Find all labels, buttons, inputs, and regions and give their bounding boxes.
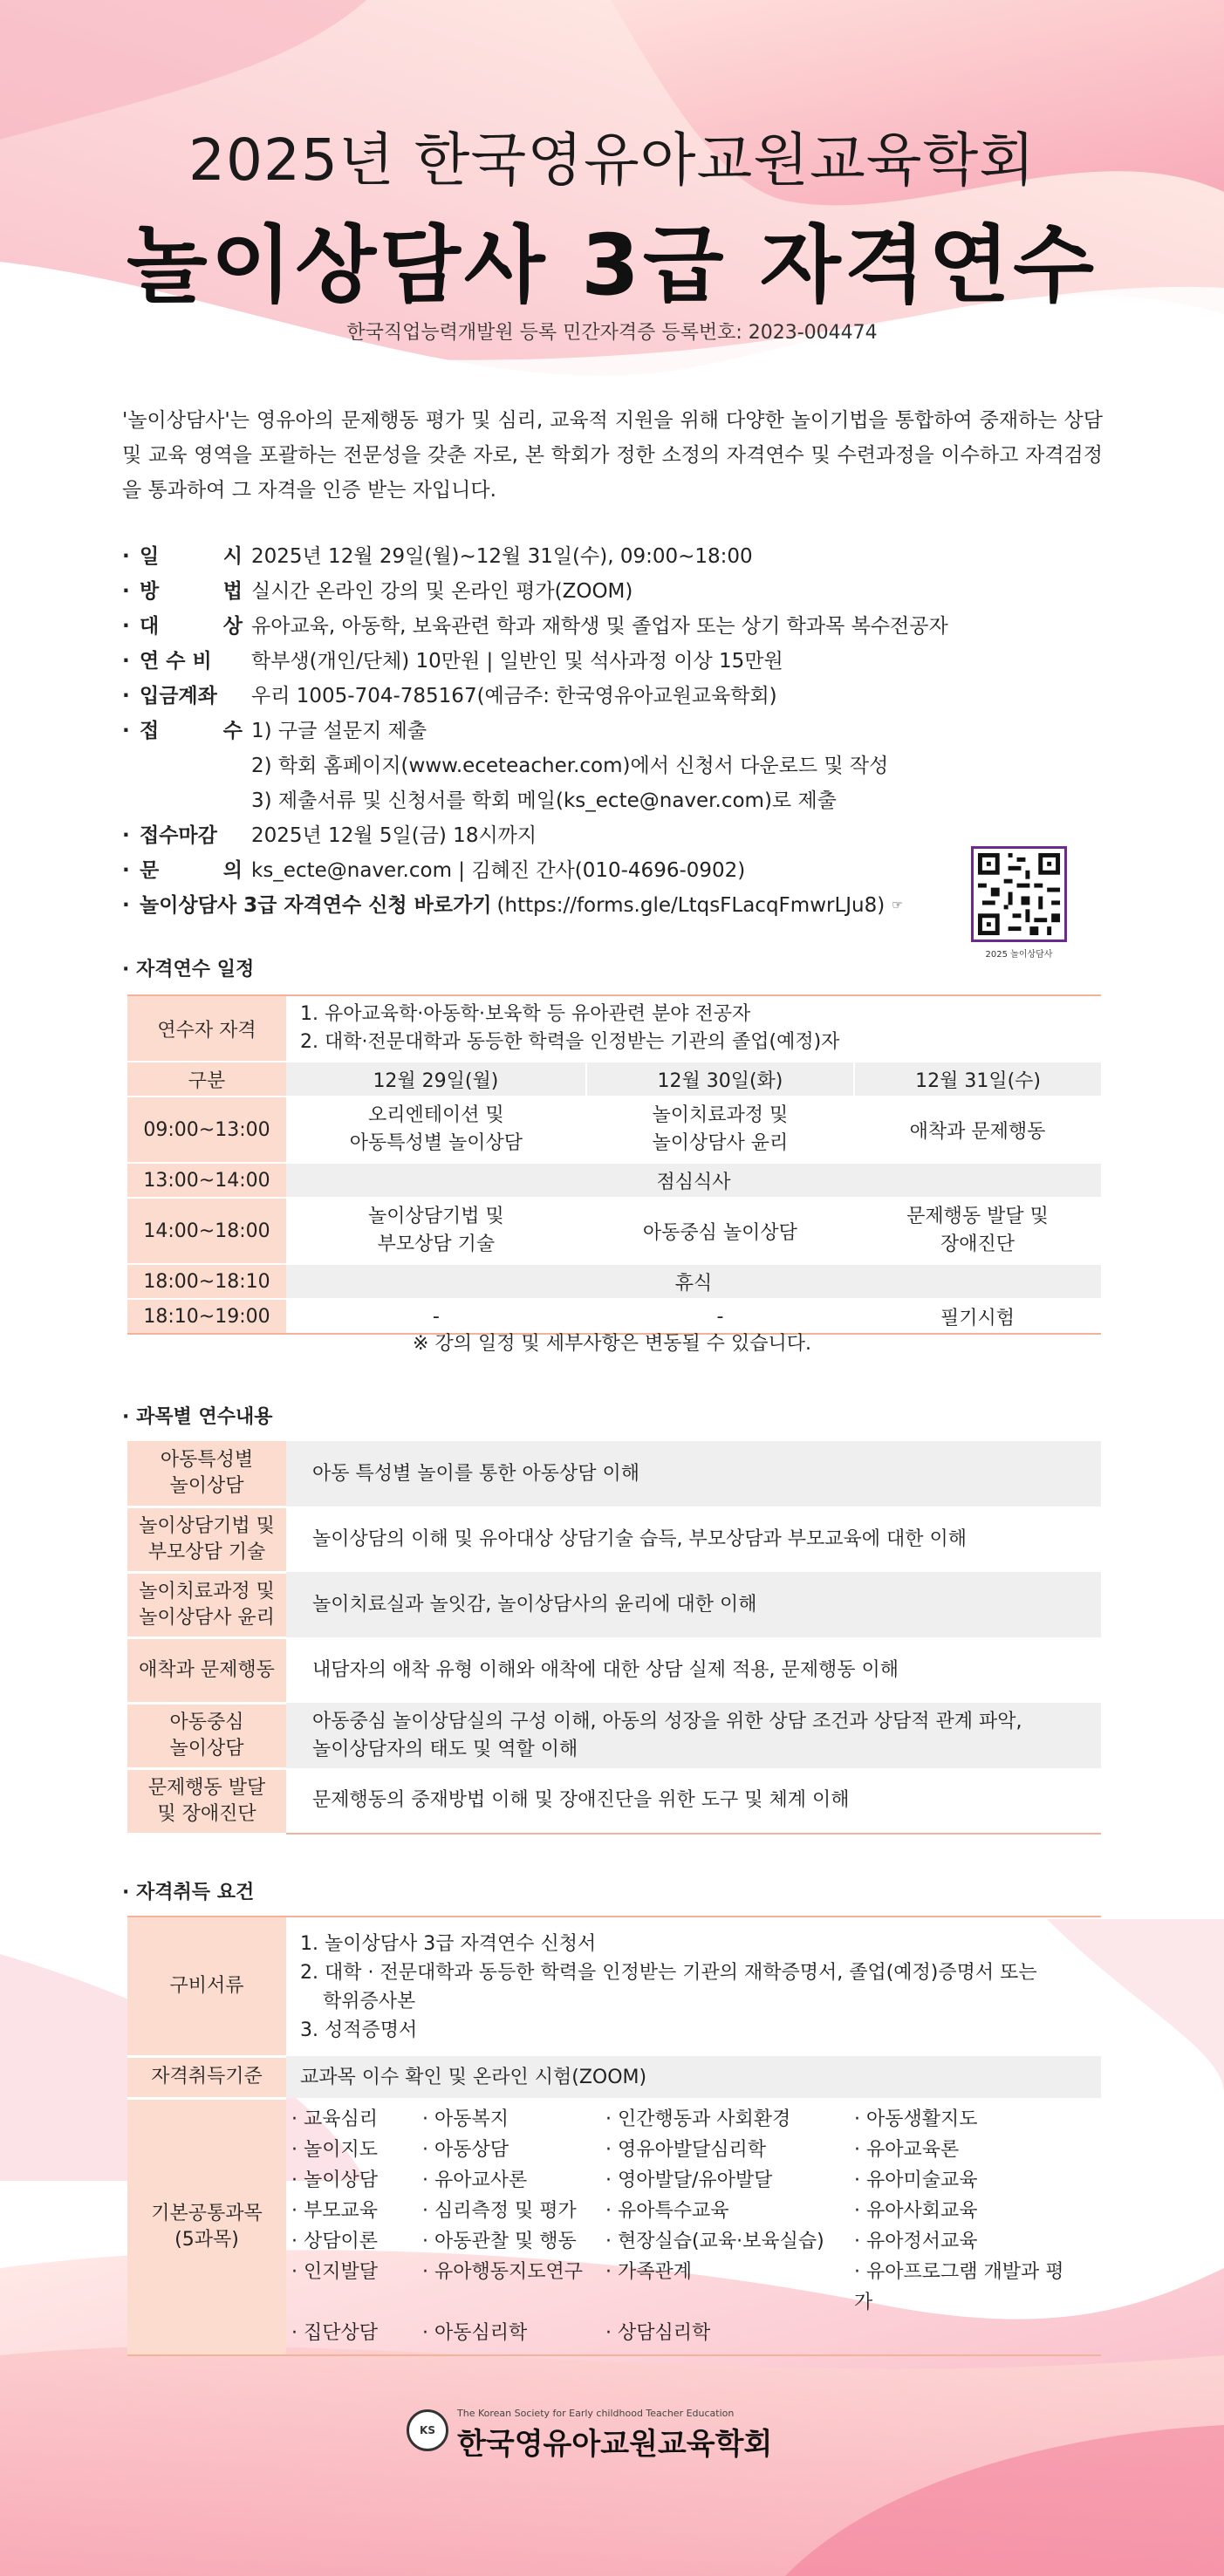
- subject-item: · 유아사회교육: [854, 2200, 978, 2222]
- info-account: · 입금계좌 우리 1005-704-785167(예금주: 한국영유아교원교육학회): [122, 679, 1103, 714]
- lunch-label: 점심식사: [286, 1163, 1101, 1198]
- intro-paragraph: '놀이상담사'는 영유아의 문제행동 평가 및 심리, 교육적 지원을 위해 다양한 놀이기법을 통합하여 중재하는 상담 및 교육 영역을 포괄하는 전문성을 갖춘 자로, 본 학회가 정한 소정의 자격연수 및 수련과정을 이수하고 자격검정을 통과하여 그 자격을 인증 받는 자입니다.: [122, 409, 1103, 502]
- slot3-time: 18:10~19:00: [127, 1299, 286, 1334]
- course-name-b: 놀이상담: [169, 1737, 244, 1759]
- course-name: [127, 1768, 286, 1834]
- table-row: [127, 1264, 1101, 1299]
- subject-item: · 영아발달/유아발달: [605, 2169, 773, 2191]
- eligible-label: 연수자 자격: [127, 995, 286, 1062]
- subject-item: [854, 2318, 1081, 2348]
- course-desc-b: 놀이상담자의 태도 및 역할 이해: [312, 1738, 578, 1760]
- lunch-time: 13:00~14:00: [127, 1163, 286, 1198]
- info-apply-label-a: 접: [140, 720, 160, 742]
- pointing-hand-icon: ☞: [892, 899, 903, 912]
- course-name: [127, 1441, 286, 1507]
- table-row: [127, 1062, 1101, 1097]
- slot2-day3: [854, 1198, 1101, 1264]
- subject-item: · 아동심리학: [422, 2322, 528, 2344]
- info-apply-label-b: 수: [222, 720, 243, 742]
- subject-item: · 인간행동과 사회환경: [605, 2108, 791, 2130]
- society-seal-icon: KS: [407, 2409, 448, 2451]
- break-label: 휴식: [286, 1264, 1101, 1299]
- criteria-label: 자격취득기준: [127, 2056, 286, 2098]
- course-desc-a: 아동중심 놀이상담실의 구성 이해, 아동의 성장을 위한 상담 조건과 상담적 관계 파악,: [312, 1710, 1022, 1732]
- info-fee-value: 학부생(개인/단체) 10만원 | 일반인 및 석사과정 이상 15만원: [251, 650, 783, 673]
- slot1-day2: [586, 1097, 854, 1163]
- course-desc-a: 내담자의 애착 유형 이해와 애착에 대한 상담 실제 적용, 문제행동 이해: [312, 1658, 899, 1681]
- subject-item: · 유아정서교육: [854, 2231, 978, 2252]
- course-name: [127, 1507, 286, 1572]
- slot1-day1-b: 아동특성별 놀이상담: [349, 1132, 523, 1154]
- subject-item: · 유아교육론: [854, 2139, 960, 2161]
- table-row: [127, 2098, 1101, 2355]
- info-method-value: 실시간 온라인 강의 및 온라인 평가(ZOOM): [251, 580, 633, 603]
- info-shortcut-link[interactable]: (https://forms.gle/LtqsFLacqFmwrLJu8): [496, 894, 886, 917]
- course-name-a: 아동중심: [169, 1711, 244, 1733]
- course-name: [127, 1703, 286, 1768]
- slot2-day1: [286, 1198, 586, 1264]
- info-target-label-b: 상: [222, 615, 243, 638]
- society-korean-name: 한국영유아교원교육학회: [457, 2427, 773, 2462]
- info-apply-step1: 1) 구글 설문지 제출: [251, 720, 427, 742]
- docs-list: [286, 1917, 1101, 2056]
- subject-item: · 유아행동지도연구: [422, 2261, 584, 2283]
- registration-number: 한국직업능력개발원 등록 민간자격증 등록번호: 2023-004474: [346, 322, 878, 344]
- society-english-name: The Korean Society for Early childhood Teacher Education: [457, 2408, 735, 2419]
- schedule-table: [127, 994, 1101, 1335]
- table-row: [127, 1163, 1101, 1198]
- info-date-label-b: 시: [222, 545, 243, 568]
- docs-label: 구비서류: [127, 1917, 286, 2056]
- col-label: 구분: [127, 1062, 286, 1097]
- course-desc: [286, 1572, 1101, 1637]
- subject-item: · 현장실습(교육·보육실습): [605, 2231, 824, 2252]
- course-desc: [286, 1703, 1101, 1768]
- subject-item: · 상담이론: [291, 2231, 378, 2252]
- requirements-section-title: · 자격취득 요건: [122, 1882, 255, 1903]
- info-fee: · 연 수 비 학부생(개인/단체) 10만원 | 일반인 및 석사과정 이상 15만원: [122, 644, 1103, 679]
- subject-item: · 영유아발달심리학: [605, 2139, 767, 2161]
- courses-section-title: · 과목별 연수내용: [122, 1406, 273, 1428]
- course-desc: [286, 1507, 1101, 1572]
- slot1-day2-b: 놀이상담사 윤리: [652, 1132, 789, 1154]
- subjects-label-b: (5과목): [174, 2228, 239, 2251]
- course-desc-a: 놀이상담의 이해 및 유아대상 상담기술 습득, 부모상담과 부모교육에 대한 이해: [312, 1527, 967, 1550]
- slot1-day1-a: 오리엔테이션 및: [368, 1104, 504, 1126]
- table-row: [127, 1198, 1101, 1264]
- doc-item: 1. 놀이상담사 3급 자격연수 신청서: [300, 1932, 597, 1955]
- info-target-value: 유아교육, 아동학, 보육관련 학과 재학생 및 졸업자 또는 상기 학과목 복수전공자: [251, 615, 948, 638]
- subject-item: · 아동복지: [422, 2108, 509, 2130]
- info-date-value: 2025년 12월 29일(월)~12월 31일(수), 09:00~18:00: [251, 545, 753, 568]
- course-desc-a: 아동 특성별 놀이를 통한 아동상담 이해: [312, 1462, 639, 1485]
- slot3-day3: 필기시험: [854, 1299, 1101, 1334]
- day-3: 12월 31일(수): [854, 1062, 1101, 1097]
- info-date: · 일 시 2025년 12월 29일(월)~12월 31일(수), 09:00~18:00: [122, 539, 1103, 574]
- doc-item: 3. 성적증명서: [300, 2019, 418, 2041]
- info-method: · 방 법 실시간 온라인 강의 및 온라인 평가(ZOOM): [122, 574, 1103, 609]
- break-time: 18:00~18:10: [127, 1264, 286, 1299]
- info-apply-step3: 3) 제출서류 및 신청서를 학회 메일(ks_ecte@naver.com)로 제출: [251, 789, 837, 812]
- requirements-title: 자격취득 요건: [136, 1882, 255, 1903]
- info-shortcut-label: 놀이상담사 3급 자격연수 신청 바로가기: [140, 894, 492, 917]
- slot2-day1-b: 부모상담 기술: [377, 1233, 496, 1255]
- criteria-value: 교과목 이수 확인 및 온라인 시험(ZOOM): [286, 2056, 1101, 2098]
- requirements-table: [127, 1916, 1101, 2356]
- slot2-day3-b: 장애진단: [940, 1233, 1015, 1255]
- subject-item: · 인지발달: [291, 2261, 378, 2283]
- info-date-label-a: 일: [140, 545, 160, 568]
- event-title-line2: 놀이상담사 3급 자격연수: [126, 216, 1097, 314]
- courses-table: [127, 1441, 1101, 1835]
- slot3-day1: -: [286, 1299, 586, 1334]
- doc-item-cont: 학위증사본: [323, 1990, 416, 2012]
- table-row: [127, 1572, 1101, 1637]
- day-1: 12월 29일(월): [286, 1062, 586, 1097]
- society-logo: [401, 2404, 823, 2462]
- course-name: [127, 1637, 286, 1703]
- info-target: · 대 상 유아교육, 아동학, 보육관련 학과 재학생 및 졸업자 또는 상기 학과목 복수전공자: [122, 609, 1103, 644]
- info-deadline-label: 접수마감: [140, 824, 217, 847]
- subjects-label: [127, 2098, 286, 2355]
- subject-item: · 놀이상담: [291, 2169, 378, 2191]
- info-deadline: · 접수마감 2025년 12월 5일(금) 18시까지: [122, 818, 1103, 853]
- info-contact-label-a: 문: [140, 859, 160, 882]
- course-name-b: 놀이상담: [169, 1474, 244, 1497]
- info-deadline-value: 2025년 12월 5일(금) 18시까지: [251, 824, 537, 847]
- eligible-1: 1. 유아교육학·아동학·보육학 등 유아관련 분야 전공자: [300, 1003, 751, 1025]
- info-contact: · 문 의 ks_ecte@naver.com | 김혜진 간사(010-4696-0902): [122, 853, 1103, 888]
- schedule-section-title: · 자격연수 일정: [122, 959, 255, 981]
- doc-item: 2. 대학 · 전문대학과 동등한 학력을 인정받는 기관의 재학증명서, 졸업(예정)증명서 또는: [300, 1961, 1037, 1984]
- table-row: [127, 2056, 1101, 2098]
- course-name-b: 부모상담 기술: [147, 1541, 266, 1563]
- info-method-label-b: 법: [222, 580, 243, 603]
- table-row: [127, 1703, 1101, 1768]
- subject-item: · 유아미술교육: [854, 2169, 978, 2191]
- subject-item: · 유아교사론: [422, 2169, 528, 2191]
- courses-title: 과목별 연수내용: [136, 1406, 273, 1428]
- info-apply-step2: 2) 학회 홈페이지(www.eceteacher.com)에서 신청서 다운로드 및 작성: [251, 755, 889, 777]
- schedule-title: 자격연수 일정: [136, 959, 255, 981]
- event-title-line1: 2025년 한국영유아교원교육학회: [188, 126, 1036, 194]
- course-desc: [286, 1768, 1101, 1834]
- info-apply: · 접 수 1) 구글 설문지 제출: [122, 714, 1103, 748]
- day-2: 12월 30일(화): [586, 1062, 854, 1097]
- slot1-day2-a: 놀이치료과정 및: [652, 1104, 789, 1126]
- subject-item: · 교육심리: [291, 2108, 378, 2130]
- info-method-label-a: 방: [140, 580, 160, 603]
- slot1-day1: [286, 1097, 586, 1163]
- course-name-a: 문제행동 발달: [147, 1776, 266, 1799]
- slot2-day1-a: 놀이상담기법 및: [368, 1206, 504, 1227]
- slot3-day2: -: [586, 1299, 854, 1334]
- info-account-label: 입금계좌: [140, 685, 217, 707]
- eligible-cell: [286, 995, 1101, 1062]
- subject-item: · 가족관계: [605, 2261, 692, 2283]
- course-name-a: 아동특성별: [160, 1448, 254, 1471]
- course-name: [127, 1572, 286, 1637]
- info-contact-label-b: 의: [222, 859, 243, 882]
- subjects-cell: [286, 2098, 1101, 2355]
- subject-item: · 아동생활지도: [854, 2108, 978, 2130]
- info-shortcut: · 놀이상담사 3급 자격연수 신청 바로가기 (https://forms.gle/LtqsFLacqFmwrLJu8) ☞: [122, 888, 1103, 923]
- subject-item: · 유아특수교육: [605, 2200, 729, 2222]
- qr-code-icon[interactable]: [971, 846, 1067, 942]
- table-row: [127, 995, 1101, 1062]
- table-row: [127, 1917, 1101, 2056]
- slot1-day3: 애착과 문제행동: [854, 1097, 1101, 1163]
- subjects-label-a: 기본공통과목: [151, 2202, 263, 2224]
- qr-caption: 2025 놀이상담사: [985, 950, 1053, 960]
- slot2-time: 14:00~18:00: [127, 1198, 286, 1264]
- table-row: [127, 1768, 1101, 1834]
- table-row: [127, 1441, 1101, 1507]
- subject-item: · 유아프로그램 개발과 평가: [854, 2261, 1064, 2313]
- info-list: [122, 539, 1103, 923]
- course-desc-a: 놀이치료실과 놀잇감, 놀이상담사의 윤리에 대한 이해: [312, 1593, 757, 1616]
- info-fee-label: 연 수 비: [140, 650, 212, 673]
- course-desc: [286, 1441, 1101, 1507]
- subject-item: · 아동관찰 및 행동: [422, 2231, 577, 2252]
- info-account-value: 우리 1005-704-785167(예금주: 한국영유아교원교육학회): [251, 685, 777, 707]
- subject-item: · 상담심리학: [605, 2322, 711, 2344]
- eligible-2: 2. 대학·전문대학과 동등한 학력을 인정받는 기관의 졸업(예정)자: [300, 1031, 840, 1053]
- slot2-day2: 아동중심 놀이상담: [586, 1198, 854, 1264]
- subject-item: · 집단상담: [291, 2322, 378, 2344]
- schedule-note: ※ 강의 일정 및 세부사항은 변동될 수 있습니다.: [413, 1333, 811, 1355]
- table-row: [127, 1637, 1101, 1703]
- course-name-a: 놀이치료과정 및: [139, 1580, 275, 1602]
- course-name-b: 놀이상담사 윤리: [139, 1606, 275, 1629]
- course-name-a: 애착과 문제행동: [139, 1658, 275, 1681]
- slot2-day3-a: 문제행동 발달 및: [906, 1206, 1049, 1227]
- info-target-label-a: 대: [140, 615, 160, 638]
- slot1-time: 09:00~13:00: [127, 1097, 286, 1163]
- course-name-b: 및 장애진단: [157, 1802, 256, 1825]
- subject-item: · 부모교육: [291, 2200, 378, 2222]
- course-desc: [286, 1637, 1101, 1703]
- subjects-grid: [291, 2099, 1100, 2354]
- table-row: [127, 1097, 1101, 1163]
- table-row: [127, 1507, 1101, 1572]
- info-contact-value[interactable]: ks_ecte@naver.com | 김혜진 간사(010-4696-0902): [251, 859, 746, 882]
- subject-item: · 놀이지도: [291, 2139, 378, 2161]
- course-desc-a: 문제행동의 중재방법 이해 및 장애진단을 위한 도구 및 체계 이해: [312, 1789, 850, 1811]
- subject-item: · 심리측정 및 평가: [422, 2200, 577, 2222]
- course-name-a: 놀이상담기법 및: [139, 1514, 275, 1537]
- subject-item: · 아동상담: [422, 2139, 509, 2161]
